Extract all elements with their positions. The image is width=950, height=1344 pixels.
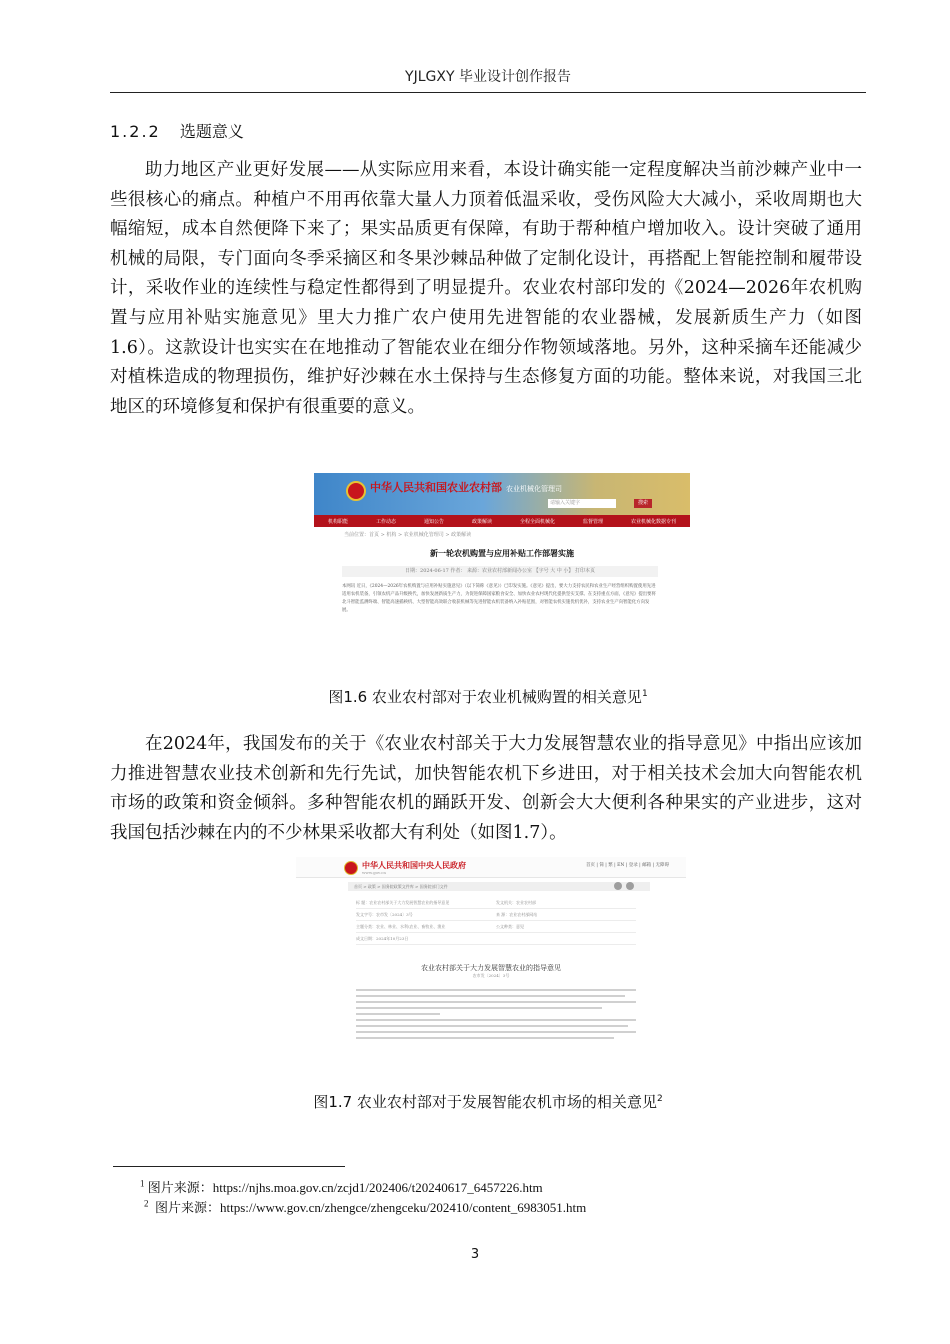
moa-search-input: 请输入关键字 [548,499,616,508]
footnote-separator [113,1166,345,1167]
table-cell: 成文日期：2024年10月23日 [356,935,409,941]
moa-nav-item: 工作动态 [375,518,396,525]
moa-dept-name: 农业机械化管理司 [506,485,562,493]
footnote-mark: 1 [140,1178,145,1189]
paragraph-policy: 在2024年，我国发布的关于《农业农村部关于大力发展智慧农业的指导意见》中指出应该加力推进智慧农业技术创新和先行先试，加快智能农机下乡进田，对于相关技术会加大向智能农机市场的政策和资金倾斜。多种智能农机的踊跃开发、创新会大大便利各种果实的产业进步，这对我国包括沙棘在内的不少林果采收都大有利处（如图1.7）。 [110,734,862,843]
figure-1-6-caption-text: 图1.6 农业农村部对于农业机械购置的相关意见 [328,688,642,706]
section-heading [110,119,244,142]
moa-breadcrumb: 当前位置：首页 > 机构 > 农业机械化管理司 > 政策解读 [344,532,472,538]
table-row [356,897,636,909]
table-cell: 公文种类：意见 [496,923,524,929]
gov-site-url: www.gov.cn [362,870,386,875]
header-rule [110,92,866,93]
moa-nav-bar [314,515,690,527]
gov-doc-number: 农市发〔2024〕3号 [472,973,510,978]
share-icon [614,882,622,890]
figure-1-7-screenshot [296,857,686,1069]
print-icon [626,882,634,890]
table-cell: 发文机关：农业农村部 [496,899,536,905]
footnote-2 [144,1197,586,1216]
moa-article-meta: 日期：2024-06-17 作者： 来源：农业农村部新闻办公室 【字号 大 中 小】 打印本页 [342,566,658,577]
national-emblem-icon [346,481,366,501]
table-cell: 来 源：农业农村部网站 [496,911,538,917]
figure-1-6-screenshot [314,473,690,661]
gov-doc-title: 农业农村部关于大力发展智慧农业的指导意见 [421,964,561,972]
table-cell: 发文字号：农市发〔2024〕3号 [356,911,413,917]
gov-site-title: 中华人民共和国中央人民政府 [362,861,466,870]
footnote-ref-2: 2 [656,1094,663,1104]
moa-article-body: 本网讯 近日，《2024—2026年农机购置与应用补贴实施意见》（以下简称《意见》）已印发实施。《意见》提出，要大力支持农民和农业生产经营组织购置使用先进适用农机装备，引领农机产品升级换代，加快发展新质生产力，为促进保障国家粮食安全、加快农业农村现代化提供坚实支撑。在支持重点方面，《意见》提出要将北斗智能监测终端、智能高速插秧机、大型智能高效联合收获机械等先进智能农机装备纳入补贴范围，对智能农机实施优机优补，支持农业生产向智能化方向发展。 [342,584,656,613]
national-emblem-icon [344,861,358,875]
footnote-mark: 2 [144,1198,149,1209]
moa-nav-item: 机构职能 [327,518,348,525]
running-header: YJLGXY 毕业设计创作报告 [405,69,571,85]
table-row [356,909,636,921]
table-cell: 主题分类：农业、林业、水利\农业、畜牧业、渔业 [356,923,446,929]
paragraph-significance: 助力地区产业更好发展——从实际应用来看，本设计确实能一定程度解决当前沙棘产业中一些很核心的痛点。种植户不用再依靠大量人力顶着低温采收，受伤风险大大减小，采收周期也大幅缩短，成本自然便降下来了；果实品质更有保障，有助于帮种植户增加收入。设计突破了通用机械的局限，专门面向冬季采摘区和冬果沙棘品种做了定制化设计，再搭配上智能控制和履带设计，采收作业的连续性与稳定性都得到了明显提升。农业农村部印发的《2024—2026年农机购置与应用补贴实施意见》里大力推广农户使用先进智能的农业器械，发展新质生产力（如图1.6）。这款设计也实实在在地推动了智能农业在细分作物领域落地。另外，这种采摘车还能减少对植株造成的物理损伤，维护好沙棘在水土保持与生态修复方面的功能。整体来说，对我国三北地区的环境修复和保护有很重要的意义。 [110,160,862,417]
moa-nav-item: 监督管理 [582,518,603,525]
moa-nav-item: 全程全面机械化 [519,518,555,525]
section-number: 1.2.2 [110,122,161,141]
moa-search-button: 搜索 [634,499,652,508]
figure-1-6-caption [110,686,866,707]
footnote-1 [140,1177,543,1196]
table-row [356,933,636,945]
footnote-text: 图片来源：https://njhs.moa.gov.cn/zcjd1/202406/t20240617_6457226.htm [147,1180,543,1195]
moa-article-title: 新一轮农机购置与应用补贴工作部署实施 [430,549,574,558]
table-row [356,921,636,933]
gov-breadcrumb-bar: 首页 > 政策 > 国务院政策文件库 > 国务院部门文件 [348,882,650,891]
gov-doc-body [356,985,636,1043]
figure-1-7-caption [110,1091,866,1112]
page-number: 3 [470,1247,480,1262]
gov-doc-info-table [356,897,636,945]
figure-1-7-caption-text: 图1.7 农业农村部对于发展智能农机市场的相关意见 [313,1093,657,1111]
moa-nav-item: 通知公告 [423,518,444,525]
footnote-text: 图片来源：https://www.gov.cn/zhengce/zhengceku/202410/content_6983051.htm [155,1200,587,1215]
table-cell: 标 题：农业农村部关于大力发展智慧农业的指导意见 [356,899,450,905]
moa-nav-item: 政策解读 [471,518,492,525]
section-title: 选题意义 [179,122,244,141]
footnote-ref-1: 1 [641,689,648,699]
moa-nav-item: 农业机械化数据专刊 [630,518,676,525]
gov-top-links: 首页 | 简 | 繁 | EN | 登录 | 邮箱 | 无障碍 [586,863,669,868]
moa-site-title: 中华人民共和国农业农村部 [370,481,502,494]
